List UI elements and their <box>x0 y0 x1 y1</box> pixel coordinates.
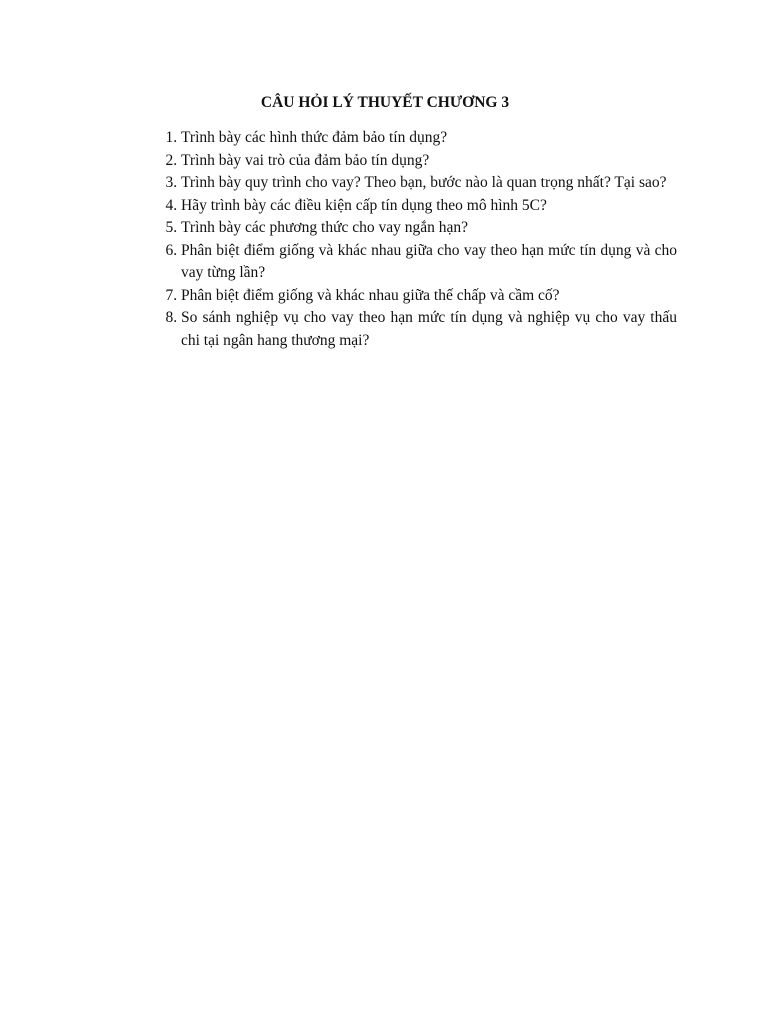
question-number: 3. <box>165 174 178 191</box>
question-number: 7. <box>165 286 178 304</box>
question-item <box>152 217 677 240</box>
question-number: 6. <box>165 241 178 259</box>
question-text: Phân biệt điểm giống và khác nhau giữa cho vay theo hạn mức tín dụng và cho vay từng lần? <box>181 241 677 281</box>
question-number: 8. <box>165 309 178 326</box>
question-text: Trình bày các phương thức cho vay ngắn hạn? <box>181 219 468 236</box>
question-number: 1. <box>165 129 178 146</box>
question-text: So sánh nghiệp vụ cho vay theo hạn mức tín dụng và nghiệp vụ cho vay thấu chi tại ngân hang thương mại? <box>181 309 677 349</box>
question-item <box>152 240 677 285</box>
question-item <box>152 150 677 173</box>
question-text: Trình bày các hình thức đảm bảo tín dụng? <box>181 129 448 146</box>
document-title: CÂU HỎI LÝ THUYẾT CHƯƠNG 3 <box>260 94 510 111</box>
question-text: Phân biệt điểm giống và khác nhau giữa thế chấp và cầm cố? <box>181 286 560 304</box>
question-number: 4. <box>165 196 178 214</box>
question-text: Trình bày quy trình cho vay? Theo bạn, bước nào là quan trọng nhất? Tại sao? <box>181 174 667 191</box>
question-number: 2. <box>165 151 178 169</box>
question-item <box>152 307 677 352</box>
question-number: 5. <box>165 219 178 236</box>
question-list <box>152 127 677 352</box>
question-text: Hãy trình bày các điều kiện cấp tín dụng theo mô hình 5C? <box>181 196 547 214</box>
question-item <box>152 172 677 195</box>
question-item <box>152 285 677 308</box>
question-text: Trình bày vai trò của đảm bảo tín dụng? <box>181 151 430 169</box>
question-item <box>152 195 677 218</box>
question-item <box>152 127 677 150</box>
